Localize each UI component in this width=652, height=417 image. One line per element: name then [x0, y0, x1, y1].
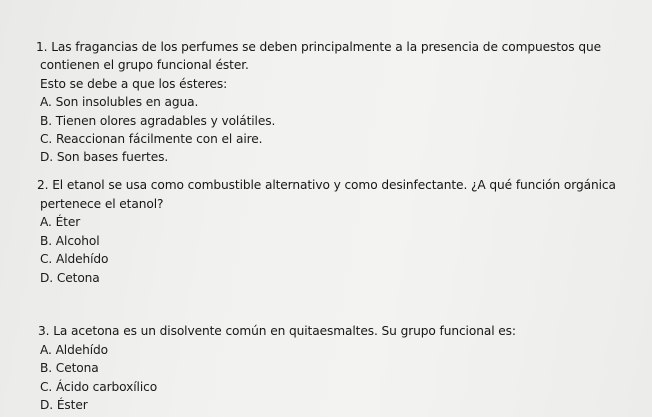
question-2-stem-line-2: pertenece el etanol? — [40, 197, 164, 211]
question-1-option-d: D. Son bases fuertes. — [40, 150, 169, 164]
question-1-stem-line-1: 1. Las fragancias de los perfumes se deben principalmente a la presencia de compuestos que — [36, 40, 601, 54]
question-1-option-b: B. Tienen olores agradables y volátiles. — [40, 114, 276, 128]
question-1-stem-line-2: contienen el grupo funcional éster. — [40, 58, 249, 72]
question-2-stem-line-1: 2. El etanol se usa como combustible alternativo y como desinfectante. ¿A qué función orgánica — [37, 178, 616, 192]
question-3-option-c: C. Ácido carboxílico — [40, 380, 158, 394]
question-1-option-a: A. Son insolubles en agua. — [40, 95, 199, 109]
question-1-option-c: C. Reaccionan fácilmente con el aire. — [40, 132, 263, 146]
question-1-stem-line-3: Esto se debe a que los ésteres: — [40, 77, 228, 91]
question-2-option-b: B. Alcohol — [40, 234, 100, 248]
question-2-option-c: C. Aldehído — [40, 252, 109, 266]
question-3-stem-line-1: 3. La acetona es un disolvente común en quitaesmaltes. Su grupo funcional es: — [38, 324, 516, 338]
question-2-option-d: D. Cetona — [40, 271, 100, 285]
question-3-option-d: D. Éster — [40, 398, 88, 412]
question-3-option-a: A. Aldehído — [40, 343, 109, 357]
question-2-option-a: A. Éter — [40, 215, 81, 229]
question-3-option-b: B. Cetona — [40, 361, 99, 375]
